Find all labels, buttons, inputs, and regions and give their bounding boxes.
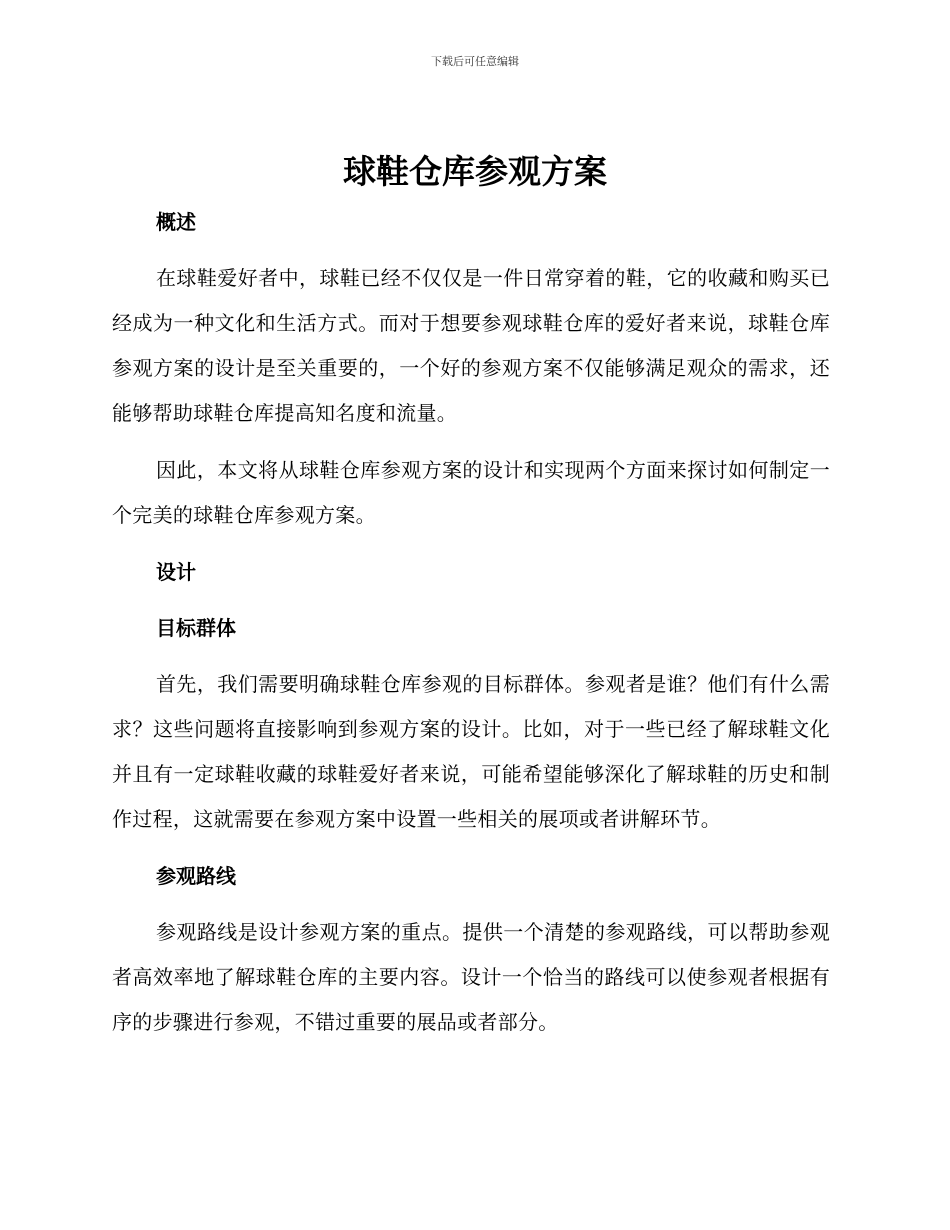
section-heading-route: 参观路线 xyxy=(156,864,236,888)
overview-paragraph-1: 在球鞋爱好者中，球鞋已经不仅仅是一件日常穿着的鞋，它的收藏和购买已经成为一种文化和生活方式。而对于想要参观球鞋仓库的爱好者来说，球鞋仓库参观方案的设计是至关重要的，一个好的参观方案不仅能够满足观众的需求，还能够帮助球鞋仓库提高知名度和流量。 xyxy=(112,266,830,425)
overview-paragraph-2: 因此，本文将从球鞋仓库参观方案的设计和实现两个方面来探讨如何制定一个完美的球鞋仓库参观方案。 xyxy=(112,458,830,527)
document-title: 球鞋仓库参观方案 xyxy=(343,152,607,191)
section-heading-overview: 概述 xyxy=(156,210,196,234)
target-group-paragraph: 首先，我们需要明确球鞋仓库参观的目标群体。参观者是谁？他们有什么需求？这些问题将直接影响到参观方案的设计。比如，对于一些已经了解球鞋文化并且有一定球鞋收藏的球鞋爱好者来说，可能希望能够深化了解球鞋的历史和制作过程，这就需要在参观方案中设置一些相关的展项或者讲解环节。 xyxy=(112,672,830,831)
document-body xyxy=(112,200,830,1045)
page-header-note: 下载后可任意编辑 xyxy=(431,55,519,68)
section-heading-design: 设计 xyxy=(156,560,196,584)
route-paragraph: 参观路线是设计参观方案的重点。提供一个清楚的参观路线，可以帮助参观者高效率地了解球鞋仓库的主要内容。设计一个恰当的路线可以使参观者根据有序的步骤进行参观，不错过重要的展品或者部分。 xyxy=(112,920,830,1034)
section-heading-target-group: 目标群体 xyxy=(156,616,236,640)
